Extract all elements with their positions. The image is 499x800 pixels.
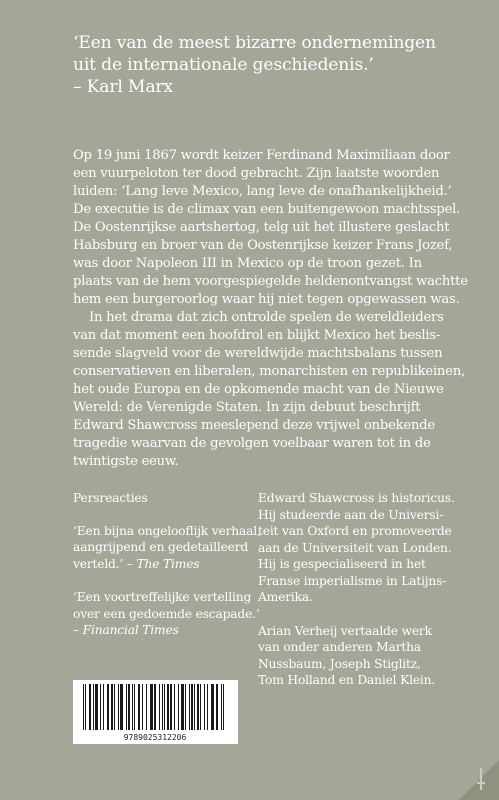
quote-attribution: – Karl Marx xyxy=(73,77,173,97)
barcode-bar xyxy=(128,684,130,730)
barcode-bar xyxy=(93,684,94,730)
quote-line-1: ‘Een van de meest bizarre ondernemingen xyxy=(73,33,436,53)
review-text: verteld.’ – xyxy=(73,556,137,571)
barcode-bar xyxy=(164,684,165,730)
barcode-bar xyxy=(221,684,222,730)
author-bio-line: Franse imperialisme in Latijns- xyxy=(258,573,447,588)
barcode-bar xyxy=(114,684,115,730)
translator-line: Arian Verheij vertaalde werk xyxy=(258,623,432,638)
barcode-bar xyxy=(134,684,135,730)
translator-line: van onder anderen Martha xyxy=(258,640,421,654)
blurb-line: sende slagveld voor de wereldwijde machtsbalans tussen xyxy=(73,346,443,361)
barcode-bar xyxy=(154,684,156,730)
press-heading: Persreacties xyxy=(73,491,148,505)
barcode-bar xyxy=(111,684,113,730)
blurb-line: Op 19 juni 1867 wordt keizer Ferdinand Maximiliaan door xyxy=(73,148,450,163)
barcode-bar xyxy=(204,684,205,730)
blurb-line: het oude Europa en de opkomende macht van de Nieuwe xyxy=(73,382,444,397)
author-bio-line: Hij studeerde aan de Universi- xyxy=(258,507,444,522)
barcode-bar xyxy=(211,684,214,730)
barcode-bar xyxy=(126,684,127,730)
barcode-bar xyxy=(189,684,190,730)
barcode-bar xyxy=(118,684,119,730)
author-info xyxy=(258,490,468,689)
author-bio-line: aan de Universiteit van Londen. xyxy=(258,540,452,555)
barcode-bar xyxy=(107,684,109,730)
barcode-bar xyxy=(83,684,84,730)
barcode-bar xyxy=(174,684,175,730)
barcode-bar xyxy=(178,684,179,730)
translator-line: Tom Holland en Daniel Klein. xyxy=(258,673,436,687)
barcode-bar xyxy=(138,684,140,730)
author-bio-line: teit van Oxford en promoveerde xyxy=(258,524,452,538)
blurb-line: De Oostenrijkse aartshertog, telg uit het illustere geslacht xyxy=(73,220,450,235)
review-text: – xyxy=(73,623,83,637)
barcode-bar xyxy=(181,684,184,730)
barcode-bar xyxy=(150,684,153,730)
barcode-bar xyxy=(191,684,193,730)
barcode-bar xyxy=(197,684,199,730)
barcode-bar xyxy=(194,684,195,730)
review-line: ‘Een voortreffelijke vertelling xyxy=(73,590,252,604)
barcode-bar xyxy=(142,684,143,730)
quote-line-2: uit de internationale geschiedenis.’ xyxy=(73,55,374,75)
blurb-line: Wereld: de Verenigde Staten. In zijn debuut beschrijft xyxy=(73,400,421,415)
blurb-line: luiden: ‘Lang leve Mexico, lang leve de onafhankelijkheid.’ xyxy=(73,184,452,199)
barcode-bar xyxy=(146,684,147,730)
review-line: ‘Een bijna ongelooflijk verhaal, xyxy=(73,523,261,538)
blurb-line: tragedie waarvan de gevolgen voelbaar waren tot in de xyxy=(73,436,431,451)
review-line xyxy=(73,622,243,639)
barcode-bar xyxy=(89,684,91,730)
review-line: over een gedoemde escapade.’ xyxy=(73,606,260,621)
barcode-bar xyxy=(167,684,169,730)
author-bio-line: Hij is gespecialiseerd in het xyxy=(258,557,426,571)
barcode-bar xyxy=(100,684,101,730)
blurb-line: Habsburg en broer van de Oostenrijkse keizer Frans Jozef, xyxy=(73,238,453,253)
barcode-bar xyxy=(120,684,123,730)
review-line xyxy=(73,556,243,573)
barcode-bar xyxy=(223,684,224,730)
isbn-barcode xyxy=(73,680,238,744)
blurb-line: hem een burgeroorlog waar hij niet tegen opgewassen was. xyxy=(73,292,460,307)
blurb-line: In het drama dat zich ontrolde spelen de wereldleiders xyxy=(89,310,444,325)
press-reviews xyxy=(73,490,261,639)
blurb-line: was door Napoleon III in Mexico op de troon gezet. In xyxy=(73,256,422,271)
barcode-bar xyxy=(95,684,98,730)
review-line: aangrijpend en gedetailleerd xyxy=(73,540,249,554)
review-source: Financial Times xyxy=(82,623,179,637)
blurb-line: plaats van de hem voorgespiegelde heldenontvangst wachtte xyxy=(73,274,468,289)
barcode-bar xyxy=(103,684,104,730)
translator-line: Nussbaum, Joseph Stiglitz, xyxy=(258,656,421,671)
barcode-bar xyxy=(185,684,186,730)
blurb xyxy=(73,147,468,471)
isbn-number: 9789025312206 xyxy=(123,733,187,742)
opening-quote xyxy=(73,32,453,98)
author-bio-line: Edward Shawcross is historicus. xyxy=(258,491,455,505)
publisher-mark-icon xyxy=(477,768,485,790)
blurb-line: van dat moment een hoofdrol en blijkt Mexico het beslis- xyxy=(73,328,441,343)
blurb-line: conservatieven en liberalen, monarchisten en republikeinen, xyxy=(73,364,465,379)
blurb-line: De executie is de climax van een buitengewoon machtsspel. xyxy=(73,202,461,217)
review-source: The Times xyxy=(136,556,200,571)
barcode-bar xyxy=(170,684,172,730)
barcode-bar xyxy=(207,684,208,730)
barcode-bar xyxy=(200,684,201,730)
barcode-graphic xyxy=(73,680,238,744)
barcode-bars xyxy=(83,684,224,730)
blurb-line: twintigste eeuw. xyxy=(73,454,179,469)
author-bio-line: Amerika. xyxy=(258,590,313,604)
blurb-line: een vuurpeloton ter dood gebracht. Zijn laatste woorden xyxy=(73,166,440,181)
barcode-bar xyxy=(132,684,133,730)
barcode-bar xyxy=(85,684,86,730)
blurb-line: Edward Shawcross meeslepend deze vrijwel onbekende xyxy=(73,418,435,433)
barcode-bar xyxy=(159,684,160,730)
barcode-bar xyxy=(216,684,218,730)
barcode-bar xyxy=(162,684,163,730)
